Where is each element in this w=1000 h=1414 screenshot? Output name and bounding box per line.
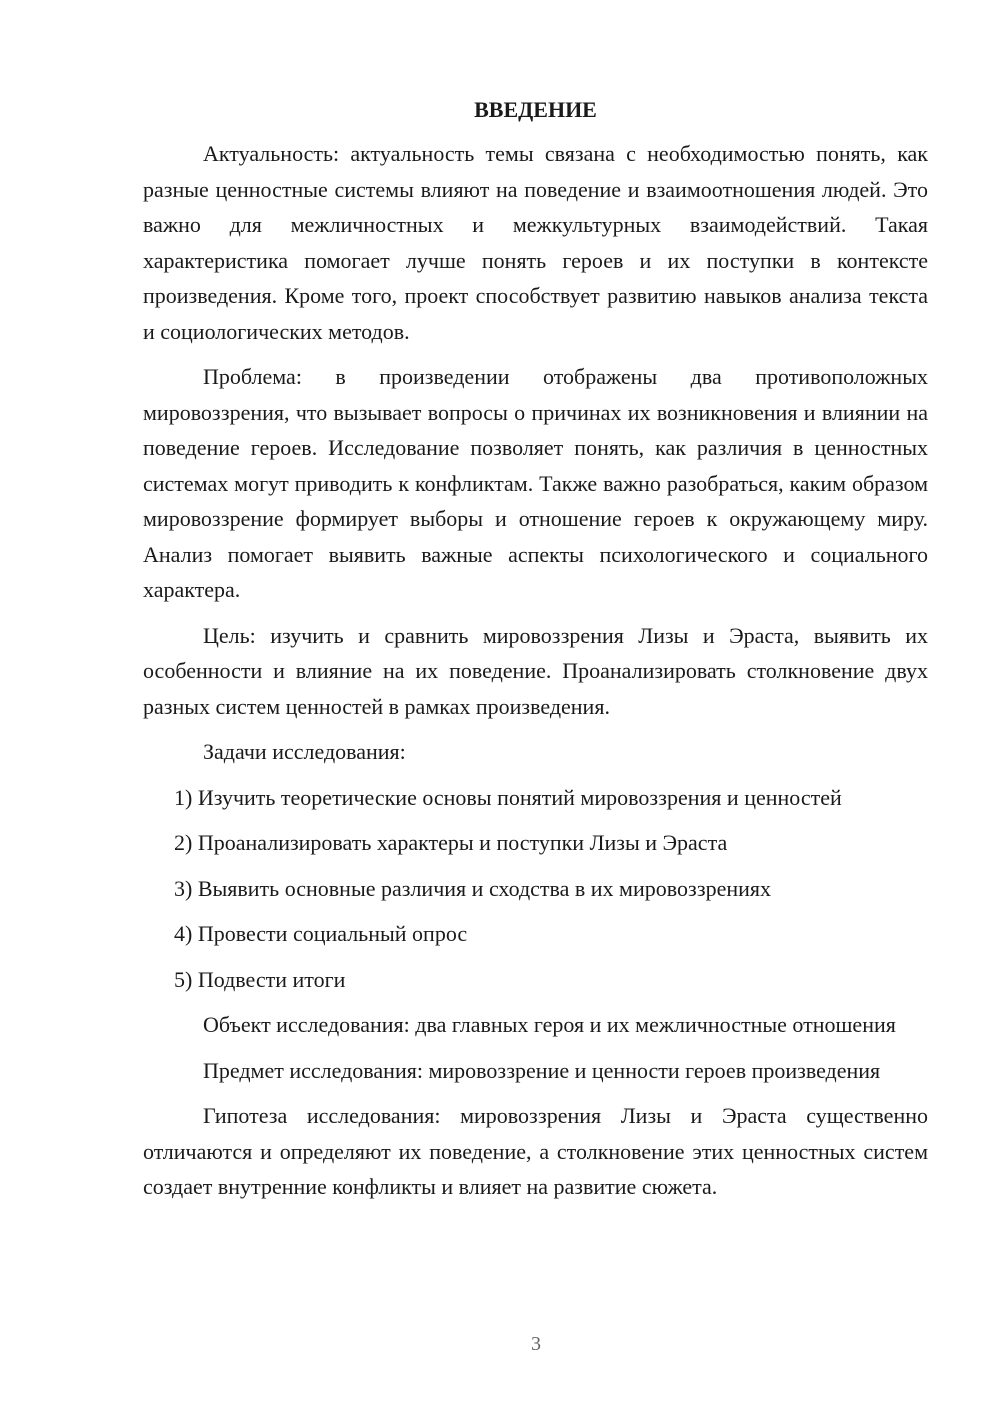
task-item: 3) Выявить основные различия и сходства в их мировоззрениях bbox=[174, 875, 772, 901]
goal-paragraph: Цель: изучить и сравнить мировоззрения Лизы и Эраста, выявить их особенности и влияние на их поведение. Проанализировать столкновение двух разных систем ценностей в рамках произведения. bbox=[143, 622, 928, 719]
tasks-heading: Задачи исследования: bbox=[203, 739, 406, 764]
task-item: 5) Подвести итоги bbox=[174, 966, 346, 992]
task-item: 2) Проанализировать характеры и поступки Лизы и Эраста bbox=[174, 830, 728, 855]
object-paragraph: Объект исследования: два главных героя и их межличностные отношения bbox=[203, 1012, 896, 1037]
subject-paragraph: Предмет исследования: мировоззрение и ценности героев произведения bbox=[203, 1057, 881, 1083]
section-title: ВВЕДЕНИЕ bbox=[474, 97, 597, 122]
page-content bbox=[143, 94, 928, 1215]
problem-paragraph: Проблема: в произведении отображены два противоположных мировоззрения, что вызывает вопросы о причинах их возникновения и влиянии на поведение героев. Исследование позволяет понять, как различия в ценностных системах могут приводить к конфликтам. Также важно разобраться, каким образом мировоззрение формирует выборы и отношение героев к окружающему миру. Анализ помогает выявить важные аспекты психологического и социального характера. bbox=[143, 364, 928, 602]
task-item: 4) Провести социальный опрос bbox=[174, 921, 468, 946]
relevance-paragraph: Актуальность: актуальность темы связана с необходимостью понять, как разные ценностные системы влияют на поведение и взаимоотношения людей. Это важно для межличностных и межкультурных взаимодействий. Такая характеристика помогает лучше понять героев и их поступки в контексте произведения. Кроме того, проект способствует развитию навыков анализа текста и социологических методов. bbox=[143, 141, 928, 344]
hypothesis-paragraph: Гипотеза исследования: мировоззрения Лизы и Эраста существенно отличаются и определяют их поведение, а столкновение этих ценностных систем создает внутренние конфликты и влияет на развитие сюжета. bbox=[143, 1103, 928, 1199]
task-item: 1) Изучить теоретические основы понятий мировоззрения и ценностей bbox=[174, 784, 842, 810]
page-number: 3 bbox=[531, 1333, 541, 1355]
